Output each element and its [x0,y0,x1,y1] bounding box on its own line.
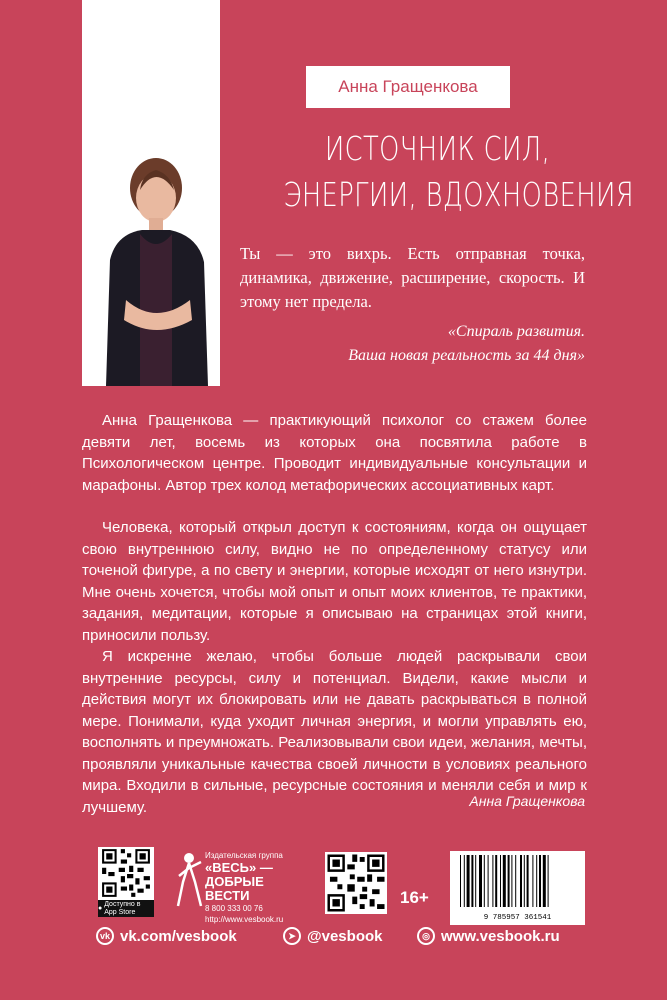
appstore-qr[interactable] [98,847,154,917]
title-line-2: ЭНЕРГИИ, ВДОХНОВЕНИЯ [283,175,635,214]
publisher-phone: 8 800 333 00 76 [205,904,263,913]
vk-label: vk.com/vesbook [120,927,237,945]
isbn-digits: 9 785957 361541 [483,914,552,922]
quote-line-1: «Спираль развития. [447,323,585,340]
isbn-barcode [450,851,585,925]
vk-link[interactable] [96,926,237,946]
author-photo [86,150,216,386]
website-label: www.vesbook.ru [441,927,560,945]
telegram-link[interactable] [283,926,382,946]
apple-icon: ● [98,904,103,912]
telegram-label: @vesbook [307,927,383,945]
publisher-brand: «ВЕСЬ» — [205,860,273,875]
author-name-box: Анна Гращенкова [306,66,510,108]
appstore-badge [98,900,154,917]
publisher-url[interactable]: http://www.vesbook.ru [205,915,284,924]
paragraph-3: Я искренне желаю, чтобы больше людей раскрывали свои внутренние ресурсы, силу и потенциал. Видели, какие мысли и действия могут их блокировать или не давать раскрываться в полной мере. Понимали, куда уходит личная энергия, и могли управлять ею, восполнять и преумножать. Реализовывали свои идеи, желания, мечты, проявляли уникальные качества своей личности в условиях реального мира. Входили в сильные, ресурсные состояния и меняли себя и мир к лучшему. [82,648,587,816]
publisher-line1: Издательская группа [205,851,283,860]
website-link[interactable] [417,926,560,946]
vk-icon: vk [96,927,114,945]
tagline: Ты — это вихрь. Есть отправная точка, динамика, движение, расширение, скорость. И этому нет предела. [240,244,585,311]
description [82,410,587,839]
site-qr[interactable] [325,852,387,914]
publisher-figure-icon [175,850,203,910]
book-title [283,126,635,218]
paragraph-2: Человека, который открыл доступ к состояниям, когда он ощущает свою внутреннюю силу, видно не по определенному статусу или точеной фигуре, а по свету и энергии, которые исходят от него изнутри. Мне очень хочется, чтобы мой опыт и опыт моих клиентов, те практики, задания, медитации, которые я описываю на страницах этой книги, приносили пользу. [82,519,587,644]
publisher-logo [175,850,305,924]
age-rating: 16+ [400,888,429,907]
title-line-1: ИСТОЧНИК СИЛ, [324,129,551,168]
qr-code-icon [98,847,154,899]
paragraph-bio: Анна Гращенкова — практикующий психолог со стажем более девяти лет, восемь из которых она посвятила работе в Психологическом центре. Проводит индивидуальные консультации и марафоны. Автор трех колод метафорических ассоциативных карт. [82,412,587,494]
quote-line-2: Ваша новая реальность за 44 дня» [348,347,585,364]
barcode-icon [450,851,585,911]
signature: Анна Гращенкова [469,793,585,809]
globe-icon: ◎ [417,927,435,945]
appstore-label: Доступно в App Store [104,900,141,916]
publisher-subtitle: ДОБРЫЕ ВЕСТИ [205,874,264,903]
qr-code-icon [325,852,387,914]
quote [300,320,585,368]
telegram-icon: ➤ [283,927,301,945]
